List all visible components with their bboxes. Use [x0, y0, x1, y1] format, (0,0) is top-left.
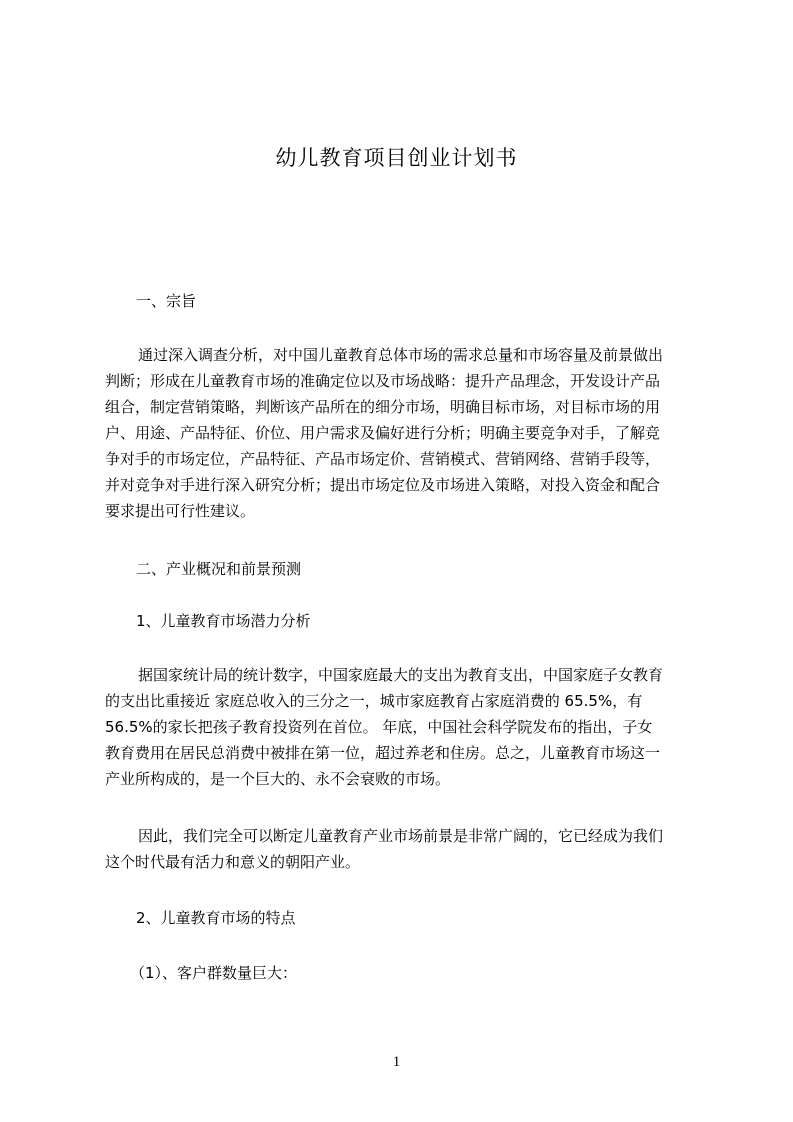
paragraph-line: 通过深入调查分析，对中国儿童教育总体市场的需求总量和市场容量及前景做出: [138, 346, 664, 364]
section-heading-purpose: 一、宗旨: [136, 292, 197, 310]
paragraph-line: 教育费用在居民总消费中被排在第一位，超过养老和住房。总之，儿童教育市场这一: [105, 744, 661, 762]
page-number: 1: [392, 1054, 401, 1070]
subsection-heading-features: 2、儿童教育市场的特点: [136, 909, 296, 927]
paragraph-line: 据国家统计局的统计数字，中国家庭最大的支出为教育支出，中国家庭子女教育: [138, 666, 664, 684]
paragraph-line: 并对竞争对手进行深入研究分析；提出市场定位及市场进入策略，对投入资金和配合: [105, 476, 661, 494]
paragraph-line: 户、用途、产品特征、价位、用户需求及偏好进行分析；明确主要竞争对手，了解竞: [105, 424, 661, 442]
paragraph-line: 的支出比重接近 家庭总收入的三分之一，城市家庭教育占家庭消费的 65.5%，有: [105, 692, 643, 710]
paragraph-line: 56.5%的家长把孩子教育投资列在首位。 年底，中国社会科学院发布的指出，子女: [105, 718, 653, 736]
list-item-customer-base: （1）、客户群数量巨大：: [130, 964, 298, 982]
paragraph-line: 组合，制定营销策略，判断该产品所在的细分市场，明确目标市场，对目标市场的用: [105, 398, 661, 416]
section-heading-industry: 二、产业概况和前景预测: [136, 560, 302, 578]
paragraph-line: 争对手的市场定位，产品特征、产品市场定价、营销模式、营销网络、营销手段等，: [105, 450, 661, 468]
paragraph-line: 因此，我们完全可以断定儿童教育产业市场前景是非常广阔的，它已经成为我们: [138, 827, 664, 845]
document-title: 幼儿教育项目创业计划书: [275, 146, 518, 170]
paragraph-line: 产业所构成的，是一个巨大的、永不会衰败的市场。: [105, 770, 451, 788]
subsection-heading-potential: 1、儿童教育市场潜力分析: [136, 612, 311, 630]
paragraph-line: 判断；形成在儿童教育市场的准确定位以及市场战略：提升产品理念，开发设计产品: [105, 372, 661, 390]
paragraph-line: 这个时代最有活力和意义的朝阳产业。: [105, 853, 361, 871]
paragraph-line: 要求提出可行性建议。: [105, 502, 256, 520]
